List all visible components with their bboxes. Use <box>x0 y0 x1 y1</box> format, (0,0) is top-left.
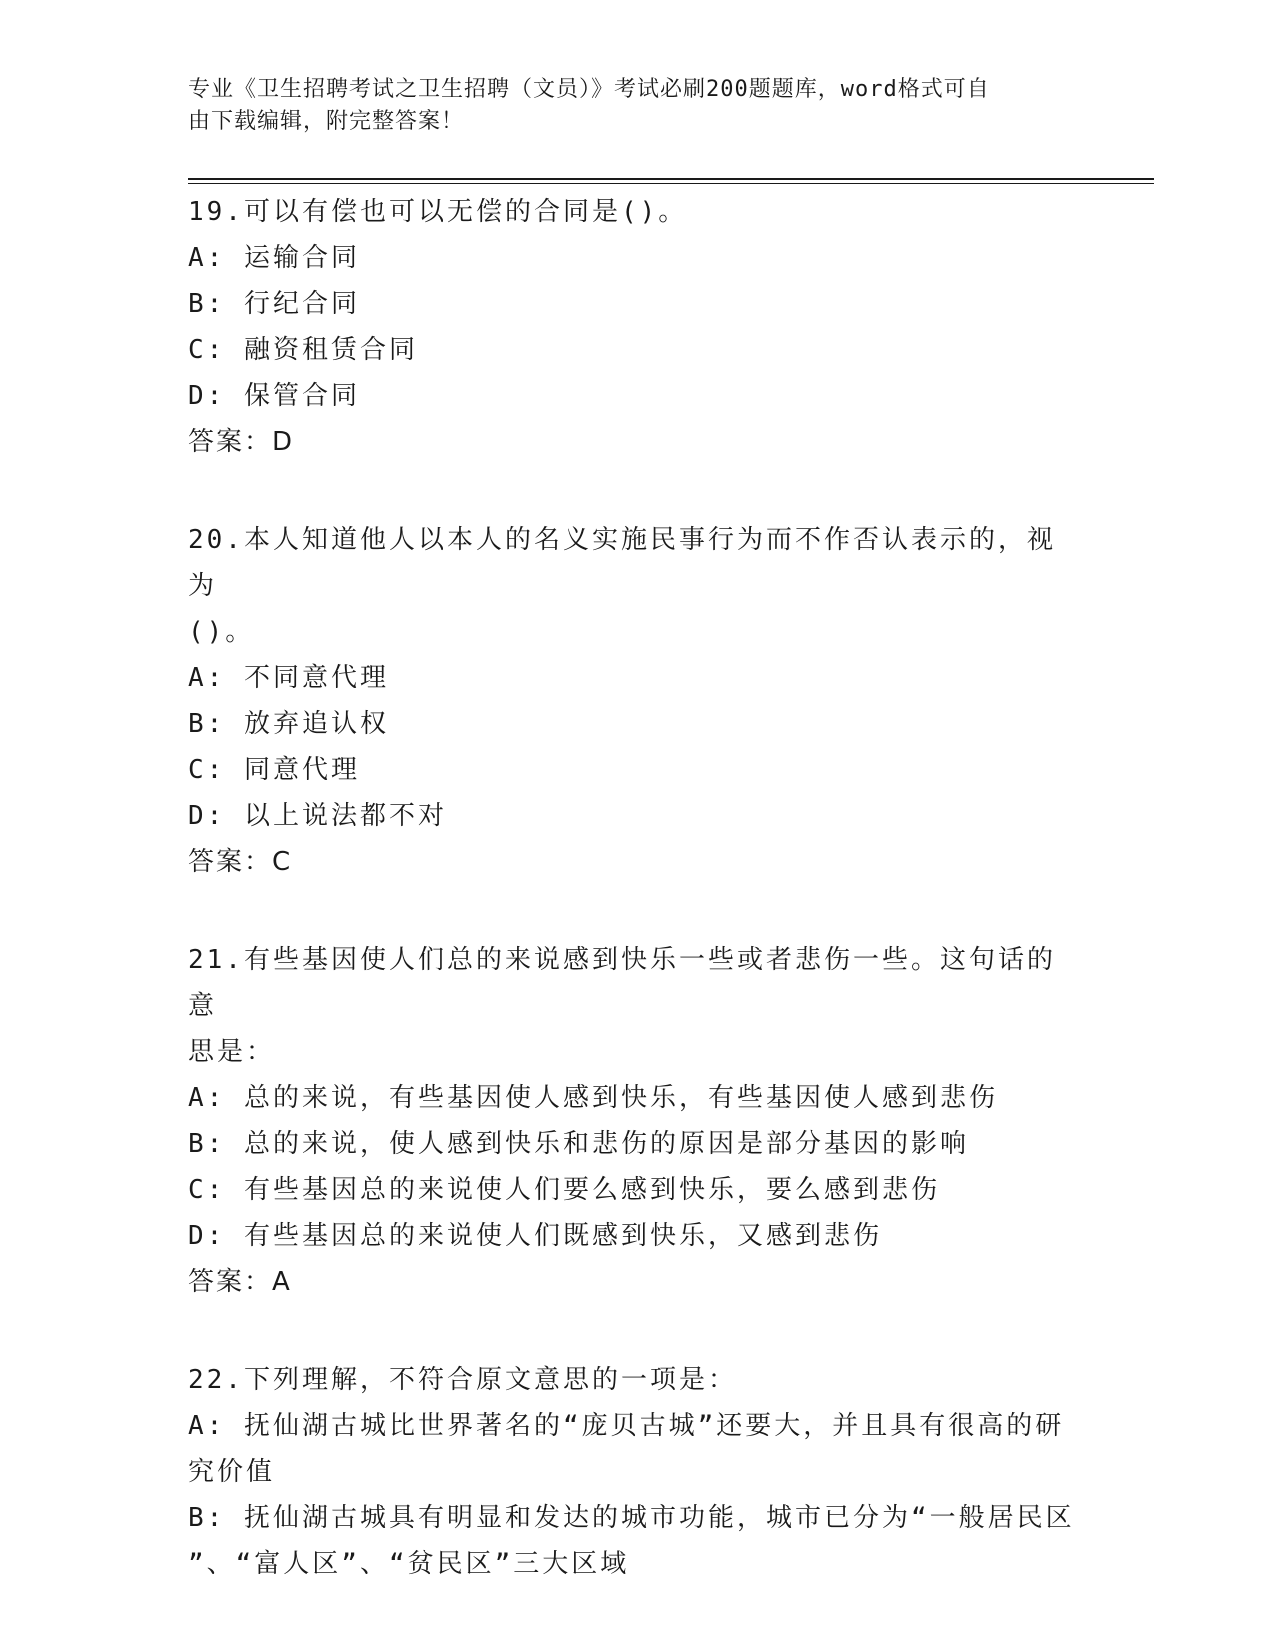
answer-option: D: 以上说法都不对 <box>188 801 447 831</box>
answer-option: D: 有些基因总的来说使人们既感到快乐，又感到悲伤 <box>188 1221 882 1251</box>
question-block <box>188 517 1078 885</box>
header-line-2: 由下载编辑，附完整答案！ <box>188 109 465 134</box>
answer-option: B: 行纪合同 <box>188 289 360 319</box>
question-stem: 21.有些基因使人们总的来说感到快乐一些或者悲伤一些。这句话的意 <box>188 945 1056 1021</box>
question-stem: 19.可以有偿也可以无偿的合同是()。 <box>188 197 688 227</box>
question-block <box>188 937 1078 1305</box>
question-block <box>188 189 1078 465</box>
answer-key: 答案：C <box>188 847 293 877</box>
answer-option: D: 保管合同 <box>188 381 360 411</box>
answer-key: 答案：A <box>188 1267 292 1297</box>
answer-option: ”、“富人区”、“贫民区”三大区域 <box>188 1549 630 1579</box>
document-header <box>188 74 1068 138</box>
answer-option: C: 同意代理 <box>188 755 360 785</box>
answer-option: B: 总的来说，使人感到快乐和悲伤的原因是部分基因的影响 <box>188 1129 969 1159</box>
answer-option: C: 有些基因总的来说使人们要么感到快乐，要么感到悲伤 <box>188 1175 940 1205</box>
question-stem: ()。 <box>188 617 255 647</box>
question-list <box>188 189 1078 1639</box>
header-divider-thin <box>188 183 1154 184</box>
answer-option: A: 运输合同 <box>188 243 360 273</box>
answer-option: A: 不同意代理 <box>188 663 389 693</box>
question-stem: 22.下列理解，不符合原文意思的一项是： <box>188 1365 737 1395</box>
question-block <box>188 1357 1078 1587</box>
answer-option: C: 融资租赁合同 <box>188 335 418 365</box>
answer-option: B: 抚仙湖古城具有明显和发达的城市功能，城市已分为“一般居民区 <box>188 1503 1075 1533</box>
answer-option: A: 抚仙湖古城比世界著名的“庞贝古城”还要大，并且具有很高的研 <box>188 1411 1065 1441</box>
answer-option: A: 总的来说，有些基因使人感到快乐，有些基因使人感到悲伤 <box>188 1083 998 1113</box>
answer-key: 答案：D <box>188 427 295 457</box>
question-stem: 思是： <box>188 1037 276 1067</box>
header-divider-thick <box>188 178 1154 180</box>
header-line-1: 专业《卫生招聘考试之卫生招聘（文员）》考试必刷200题题库，word格式可自 <box>188 77 990 102</box>
question-stem: 20.本人知道他人以本人的名义实施民事行为而不作否认表示的，视为 <box>188 525 1056 601</box>
answer-option: 究价值 <box>188 1457 276 1487</box>
answer-option: B: 放弃追认权 <box>188 709 389 739</box>
